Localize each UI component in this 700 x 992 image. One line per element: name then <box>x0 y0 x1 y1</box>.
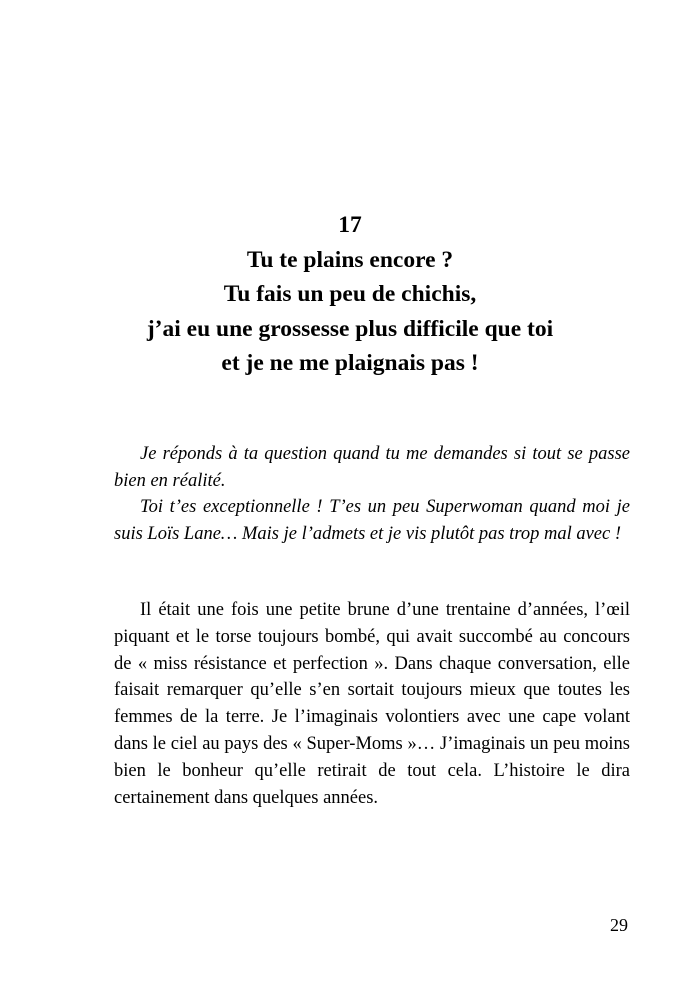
chapter-title-line: Tu te plains encore ? <box>246 246 454 273</box>
page-number: 29 <box>610 915 628 935</box>
body-paragraph: Il était une fois une petite brune d’une trentaine d’années, l’œil piquant et le torse toujours bombé, qui avait succombé au concours de « miss résistance et perfection ». Dans chaque conversation, elle faisait remarquer qu’elle s’en sortait toujours mieux que toutes les femmes de la terre. Je l’imaginais volontiers avec une cape volant dans le ciel au pays des « Super-Moms »… J’imaginais un peu moins bien le bonheur qu’elle retirait de tout cela. L’histoire le dira certainement dans quelques années. <box>114 600 630 808</box>
quote-block <box>114 441 630 547</box>
chapter-heading <box>100 208 600 381</box>
chapter-number: 17 <box>338 212 362 238</box>
chapter-title-line: et je ne me plaignais pas ! <box>221 350 479 376</box>
body-text <box>114 597 630 811</box>
chapter-title-line: Tu fais un peu de chichis, <box>223 281 477 307</box>
quote-paragraph: Je réponds à ta question quand tu me demandes si tout se passe bien en réalité. <box>114 444 630 491</box>
chapter-title-line: j’ai eu une grossesse plus difficile que toi <box>146 315 554 342</box>
quote-paragraph: Toi t’es exceptionnelle ! T’es un peu Superwoman quand moi je suis Loïs Lane… Mais je l’admets et je vis plutôt pas trop mal avec ! <box>114 497 630 544</box>
